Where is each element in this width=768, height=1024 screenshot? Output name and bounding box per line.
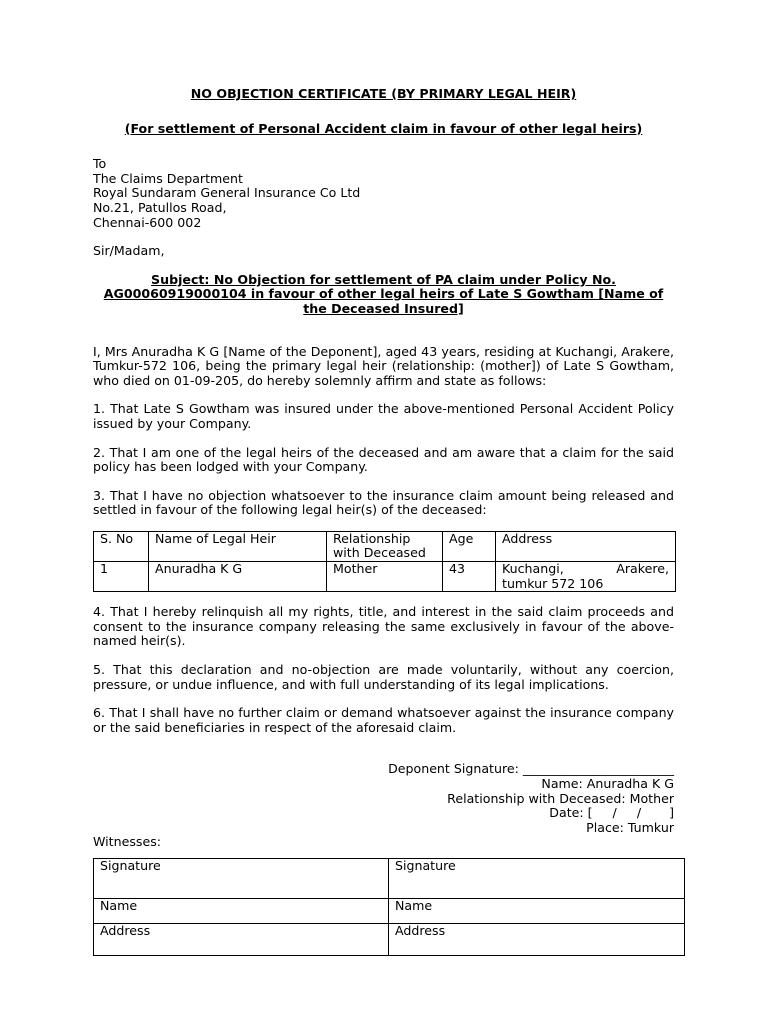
address-line-1: The Claims Department xyxy=(93,170,243,186)
witness-1-name: Name xyxy=(94,898,389,923)
header-sno: S. No xyxy=(94,531,149,561)
witness-2-signature: Signature xyxy=(389,858,685,898)
cell-name: Anuradha K G xyxy=(149,562,327,592)
header-address: Address xyxy=(496,531,676,561)
witness-name-row xyxy=(94,898,685,923)
document-subtitle: (For settlement of Personal Accident claim in favour of other legal heirs) xyxy=(124,120,643,136)
witness-2-address: Address xyxy=(389,923,685,955)
point-4: 4. That I hereby relinquish all my rights, title, and interest in the said claim proceeds and consent to the insurance company releasing the same exclusively in favour of the above-named heir(s). xyxy=(93,604,674,649)
address-line-2: Royal Sundaram General Insurance Co Ltd xyxy=(93,185,361,201)
address-line-4: Chennai-600 002 xyxy=(93,214,202,230)
address-line-3: No.21, Patullos Road, xyxy=(93,199,227,215)
recipient-address xyxy=(93,157,674,230)
signature-date: Date: [ / / ] xyxy=(549,805,674,821)
legal-heir-table xyxy=(93,531,676,592)
witnesses-label: Witnesses: xyxy=(93,834,162,850)
cell-address: Kuchangi, Arakere, tumkur 572 106 xyxy=(496,562,676,592)
cell-sno: 1 xyxy=(94,562,149,592)
deponent-name: Name: Anuradha K G xyxy=(541,776,674,791)
point-1: 1. That Late S Gowtham was insured under the above-mentioned Personal Accident Policy issued by your Company. xyxy=(93,401,674,431)
header-name: Name of Legal Heir xyxy=(149,531,327,561)
deponent-relationship: Relationship with Deceased: Mother xyxy=(447,790,674,806)
deponent-signature: Deponent Signature: ________________________ xyxy=(388,761,674,777)
witness-table xyxy=(93,858,685,956)
witness-2-name: Name xyxy=(389,898,685,923)
point-3: 3. That I have no objection whatsoever to the insurance claim amount being released and settled in favour of the following legal heir(s) of the deceased: xyxy=(93,487,674,518)
intro-paragraph: I, Mrs Anuradha K G [Name of the Deponent], aged 43 years, residing at Kuchangi, Arakere, Tumkur-572 106, being the primary legal heir (relationship: (mother]) of Late S Gowtham, who died on 01-09-205, do hereby solemnly affirm and state as follows: xyxy=(93,343,674,388)
witness-address-row xyxy=(94,923,685,955)
subject-line-2: AG00060919000104 in favour of other legal heirs of Late S Gowtham [Name of the Deceased Insured] xyxy=(103,286,664,316)
subject-line-1: Subject: No Objection for settlement of PA claim under Policy No. xyxy=(151,271,616,287)
point-6: 6. That I shall have no further claim or demand whatsoever against the insurance company or the said beneficiaries in respect of the aforesaid claim. xyxy=(93,705,674,735)
document-title: NO OBJECTION CERTIFICATE (BY PRIMARY LEGAL HEIR) xyxy=(190,86,577,101)
salutation: Sir/Madam, xyxy=(93,243,165,259)
document-content xyxy=(93,87,674,956)
signature-place: Place: Tumkur xyxy=(586,819,674,835)
witness-1-address: Address xyxy=(94,923,389,955)
subject-heading xyxy=(93,273,674,317)
signature-block xyxy=(93,762,674,835)
point-5: 5. That this declaration and no-objection are made voluntarily, without any coercion, pressure, or undue influence, and with full understanding of its legal implications. xyxy=(93,662,674,692)
cell-age: 43 xyxy=(443,562,496,592)
header-relationship: Relationship with Deceased xyxy=(327,531,443,561)
header-age: Age xyxy=(443,531,496,561)
witness-signature-row xyxy=(94,858,685,898)
cell-relationship: Mother xyxy=(327,562,443,592)
point-2: 2. That I am one of the legal heirs of the deceased and am aware that a claim for the said policy has been lodged with your Company. xyxy=(93,444,674,475)
table-row xyxy=(94,562,676,592)
address-to: To xyxy=(93,156,107,172)
table-header-row xyxy=(94,531,676,561)
witness-1-signature: Signature xyxy=(94,858,389,898)
